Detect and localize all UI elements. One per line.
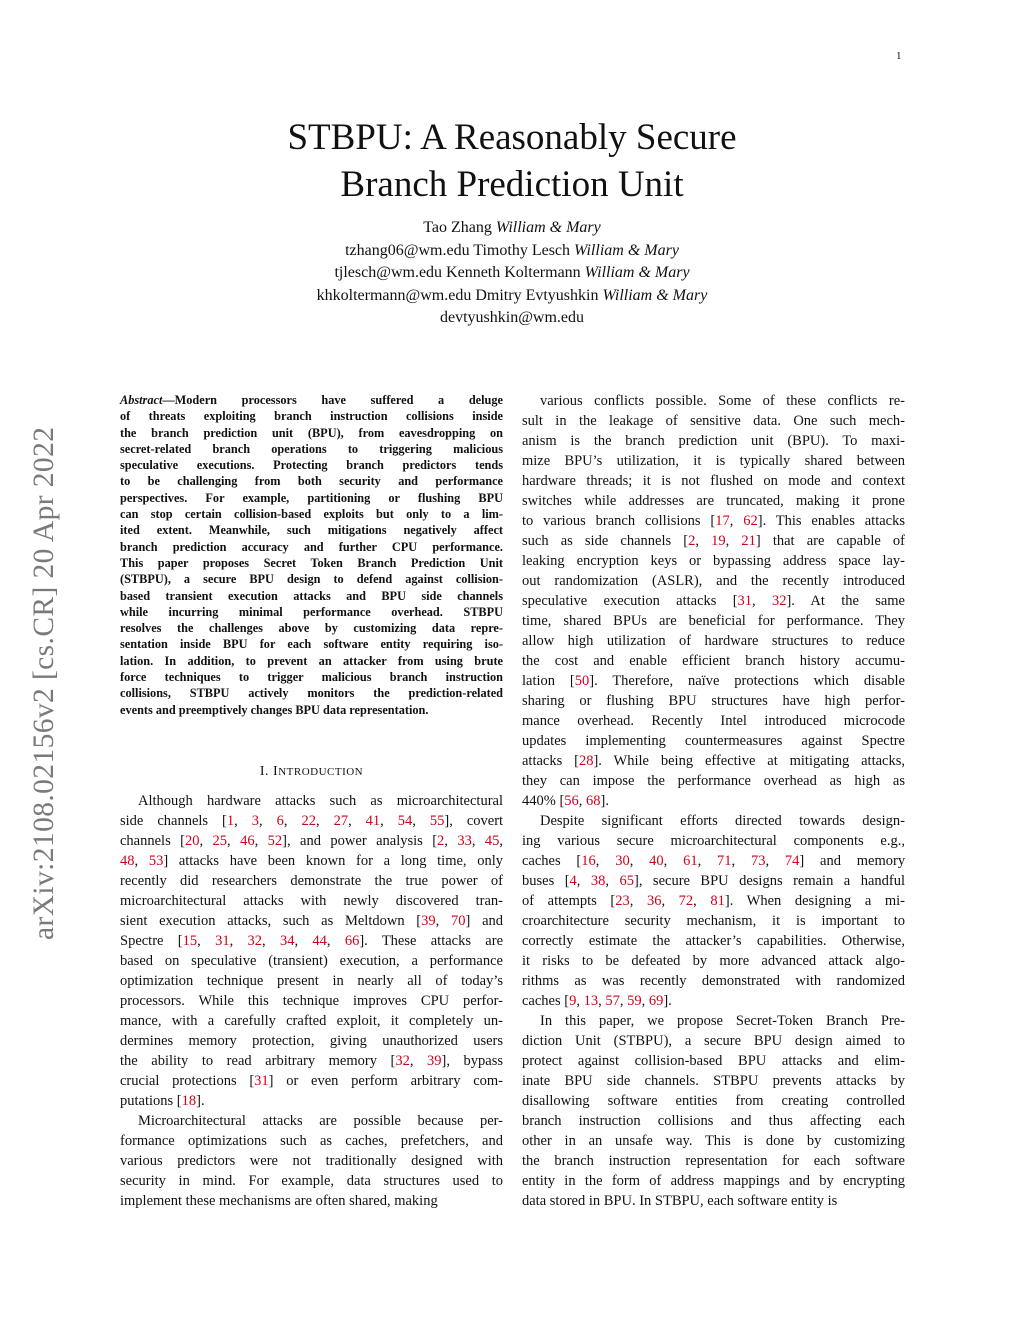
paper-title [0,114,1024,208]
citation-link[interactable]: 6 [276,813,284,829]
citation-link[interactable]: 40 [649,853,664,869]
text-line [120,1171,503,1191]
text-run: recently did researchers demonstrate the true power of [120,873,503,889]
citation-link[interactable]: 45 [484,833,500,849]
text-run: ] and [465,913,503,929]
text-run: out randomization (ASLR), and the recently introduced [522,573,905,589]
text-run: time, shared BPUs are beneficial for performance. They [522,613,905,629]
text-run: ing various secure microarchitectural components e.g., [522,833,905,849]
citation-link[interactable]: 2 [437,833,445,849]
text-run: data stored in BPU. In STBPU, each software entity is [522,1193,838,1209]
citation-link[interactable]: 68 [586,793,601,809]
text-run: , [693,893,711,909]
text-run: sult in the leakage of sensitive data. One such mech- [522,413,905,429]
text-run: ]. [663,993,672,1009]
citation-link[interactable]: 69 [648,993,664,1009]
text-run: , [499,833,504,849]
abstract-line [120,392,503,408]
intro-paragraph-2 [120,1111,503,1211]
text-run: , [471,833,485,849]
author-line-3 [0,262,1024,285]
text-run: hardware threads; it is not flushed on mode and context [522,473,905,489]
citation-link[interactable]: 39 [421,913,436,929]
text-line [522,571,905,591]
text-line [522,811,905,831]
text-line [522,1191,905,1211]
abstract-line: ited extent. Meanwhile, such mitigations negatively affect [120,523,503,538]
text-line [120,931,503,951]
citation-link[interactable]: 23 [615,893,630,909]
citation-link[interactable]: 17 [715,513,730,529]
text-run: , [348,813,366,829]
title-line-2: Branch Prediction Unit [340,164,684,205]
text-run: microarchitectural attacks with newly discovered tran- [120,893,503,909]
text-line [522,451,905,471]
citation-link[interactable]: 19 [711,533,726,549]
text-run: ], and power analysis [ [282,833,438,849]
text-run: they can impose the performance overhead as high as [522,773,905,789]
text-line [120,1151,503,1171]
text-line [522,931,905,951]
text-run: , [234,813,252,829]
text-run: rithms as was recently demonstrated with randomized [522,973,905,989]
text-run: ] or even perform arbitrary com- [268,1073,504,1089]
citation-link[interactable]: 32 [247,933,262,949]
citation-link[interactable]: 16 [581,853,596,869]
citation-link[interactable]: 71 [717,853,732,869]
abstract-line: the branch prediction unit (BPU), from eavesdropping on [120,425,503,440]
section-heading-introduction [120,764,503,780]
text-run: the cost and enable efficient branch history accumu- [522,653,905,669]
right-paragraph-2 [522,811,905,1011]
text-line [522,431,905,451]
text-line [120,891,503,911]
text-run: ]. These attacks are [359,933,504,949]
section-title-initial: I [273,764,279,779]
text-run: putations [ [120,1093,182,1109]
text-run: entity in the form of address mappings and by encrypting [522,1173,905,1189]
text-line [522,1031,905,1051]
citation-link[interactable]: 44 [312,933,327,949]
text-run: , [326,933,345,949]
text-run: caches [ [522,993,570,1009]
text-line [522,971,905,991]
text-run: , [725,533,742,549]
citation-link[interactable]: 13 [583,993,599,1009]
author-line-5 [0,307,1024,330]
citation-link[interactable]: 52 [267,833,283,849]
citation-link[interactable]: 74 [784,853,800,869]
citation-link[interactable]: 50 [574,673,590,689]
author-email-and-name: tzhang06@wm.edu Timothy Lesch [345,241,575,259]
text-run: , [227,833,241,849]
text-run: , [598,993,606,1009]
text-run: crucial protections [ [120,1073,255,1089]
text-run: , [629,853,650,869]
text-line [522,491,905,511]
text-line [120,1131,503,1151]
intro-paragraph-1 [120,791,503,1111]
citation-link[interactable]: 70 [451,913,466,929]
citation-link[interactable]: 39 [427,1053,442,1069]
abstract-line: This paper proposes Secret Token Branch Prediction Unit [120,555,503,570]
citation-link[interactable]: 28 [578,753,594,769]
citation-link[interactable]: 9 [569,993,577,1009]
text-line [120,791,503,811]
text-line [120,1071,503,1091]
citation-link[interactable]: 32 [395,1053,410,1069]
citation-link[interactable]: 31 [254,1073,269,1089]
text-run: ]. When designing a mi- [724,893,905,909]
text-run: , [731,853,751,869]
text-run: correctly estimate the attacker’s capabilities. Otherwise, [522,933,905,949]
text-run: anism is the branch prediction unit (BPU). To maxi- [522,433,905,449]
text-run: , [729,513,744,529]
text-run: security in mind. For example, data structures used to [120,1173,503,1189]
citation-link[interactable]: 61 [683,853,698,869]
author-affiliation: William & Mary [495,219,601,236]
text-line [120,1011,503,1031]
text-run: buses [ [522,873,570,889]
text-line [522,411,905,431]
citation-link[interactable]: 21 [741,533,756,549]
abstract [120,392,503,718]
abstract-line: force techniques to trigger malicious branch instruction [120,670,503,685]
text-run: branch instruction collisions and thus affecting each [522,1113,905,1129]
text-line [120,811,503,831]
text-line [522,391,905,411]
text-line [120,1031,503,1051]
text-run: other in an unsafe way. This is done by customizing [522,1133,905,1149]
text-run: ], covert [444,813,504,829]
text-run: dermines memory protection, giving unauthorized users [120,1033,503,1049]
text-run: ]. This enables attacks [757,513,905,529]
text-run: sient execution attacks, such as Meltdown [ [120,913,422,929]
citation-link[interactable]: 36 [646,893,662,909]
citation-link[interactable]: 31 [215,933,230,949]
text-run: leaking encryption keys or bypassing address space lay- [522,553,905,569]
abstract-line: sentation inside BPU for each software entity requiring iso- [120,637,503,652]
text-line [120,911,503,931]
text-line [120,991,503,1011]
text-line [120,851,503,871]
text-line [120,951,503,971]
text-run: ]. While being effective at mitigating attacks, [593,753,905,769]
text-run: , [199,833,213,849]
abstract-line: speculative executions. Protecting branch predictors tends [120,458,503,473]
text-run: it risks to be defeated by more advanced attack algo- [522,953,905,969]
text-line [522,1051,905,1071]
right-paragraph-1 [522,391,905,811]
citation-link[interactable]: 48 [120,853,135,869]
text-run: implement these mechanisms are often shared, making [120,1193,438,1209]
text-line [522,551,905,571]
text-line [522,871,905,891]
text-run: to various branch collisions [ [522,513,716,529]
text-run: , [258,813,277,829]
abstract-text: —Modern processors have suffered a deluge [162,393,503,407]
author-line-1 [0,217,1024,240]
text-run: ], secure BPU designs remain a handful [634,873,906,889]
text-run: allow high utilization of hardware structures to reduce [522,633,905,649]
arxiv-identifier-stamp[interactable]: arXiv:2108.02156v2 [cs.CR] 20 Apr 2022 [28,426,60,940]
text-line [522,611,905,631]
text-run: , [661,893,679,909]
text-line [522,651,905,671]
text-run: inate BPU side channels. STBPU prevents attacks by [522,1073,905,1089]
text-line [522,831,905,851]
page-number: 1 [896,50,902,62]
text-line [120,871,503,891]
citation-link[interactable]: 55 [429,813,445,829]
citation-link[interactable]: 31 [737,593,753,609]
text-run: caches [ [522,853,582,869]
text-line [522,511,905,531]
abstract-line: lation. In addition, to prevent an attacker from using brute [120,653,503,668]
author-email: devtyushkin@wm.edu [439,309,585,326]
citation-link[interactable]: 41 [365,813,381,829]
text-run: , [576,873,591,889]
text-run: processors. While this technique improves CPU perfor- [120,993,503,1009]
text-line [522,471,905,491]
text-run: , [605,873,620,889]
text-line [120,1051,503,1071]
author-name: Tao Zhang [423,219,496,236]
text-run: ]. [600,793,610,809]
text-run: 440% [ [522,793,565,809]
citation-link[interactable]: 18 [181,1093,197,1109]
text-run: ]. At the same [786,593,905,609]
text-run: , [444,833,458,849]
citation-link[interactable]: 66 [344,933,360,949]
citation-link[interactable]: 72 [678,893,694,909]
citation-link[interactable]: 33 [457,833,472,849]
text-line [522,891,905,911]
text-line [522,791,905,811]
text-run: diction Unit (STBPU), a secure BPU design aimed to [522,1033,905,1049]
text-line [522,691,905,711]
citation-link[interactable]: 62 [743,513,758,529]
text-line [522,1011,905,1031]
title-line-1: STBPU: A Reasonably Secure [287,117,737,158]
citation-link[interactable]: 30 [615,853,630,869]
text-line [522,771,905,791]
citation-link[interactable]: 27 [333,813,349,829]
text-line [120,1111,503,1131]
author-line-2 [0,240,1024,263]
author-email-and-name: khkoltermann@wm.edu Dmitry Evtyushkin [316,286,603,304]
text-line [522,911,905,931]
text-run: , [229,933,248,949]
text-line [522,1151,905,1171]
citation-link[interactable]: 59 [627,993,642,1009]
section-number: I. [259,764,274,779]
text-run: mance overhead. Recently Intel introduced microcode [522,713,905,729]
text-run: croarchitecture security mechanism, it is important to [522,913,905,929]
text-run: , [629,893,647,909]
author-affiliation: William & Mary [602,286,708,304]
text-run: , [262,933,280,949]
text-run: speculative execution attacks [ [522,593,738,609]
citation-link[interactable]: 54 [397,813,413,829]
author-line-4 [0,285,1024,308]
text-run: the ability to read arbitrary memory [ [120,1053,396,1069]
citation-link[interactable]: 32 [771,593,787,609]
text-line [120,1191,503,1211]
citation-link[interactable]: 3 [251,813,259,829]
section-title-rest: NTRODUCTION [278,766,364,778]
text-run: ] attacks have been known for a long time, only [163,853,503,869]
author-block [0,217,1024,330]
text-run: , [752,593,772,609]
citation-link[interactable]: 4 [569,873,577,889]
text-run: based on speculative (transient) execution, a performance [120,953,503,969]
text-line [120,831,503,851]
text-run: updates implementing countermeasures against Spectre [522,733,905,749]
text-run: , [765,853,785,869]
text-line [522,851,905,871]
text-run: , [595,853,616,869]
citation-link[interactable]: 25 [212,833,228,849]
text-run: , [380,813,398,829]
text-run: , [254,833,268,849]
text-line [522,1111,905,1131]
text-run: sharing or flushing BPU structures have high perfor- [522,693,905,709]
text-run: , [197,933,216,949]
citation-link[interactable]: 20 [184,833,200,849]
text-run: , [641,993,649,1009]
abstract-line: resolves the challenges above by customizing data repre- [120,621,503,636]
citation-link[interactable]: 22 [301,813,316,829]
text-run: , [576,993,584,1009]
text-run: In this paper, we propose Secret-Token Branch Pre- [540,1013,905,1029]
text-run: , [134,853,149,869]
text-run: ] and memory [799,853,906,869]
text-run: , [619,993,628,1009]
text-run: ], bypass [441,1053,503,1069]
citation-link[interactable]: 57 [605,993,620,1009]
text-run: the branch instruction representation for each software [522,1153,905,1169]
author-affiliation: William & Mary [574,241,679,259]
text-run: ]. [196,1093,205,1109]
text-run: , [578,793,587,809]
text-run: mance, with a carefully crafted exploit, it completely un- [120,1013,503,1029]
author-email-and-name: tjlesch@wm.edu Kenneth Koltermann [334,264,585,281]
text-run: ]. Therefore, naïve protections which disable [589,673,905,689]
text-run: Although hardware attacks such as microarchitectural [138,793,503,809]
text-run: Despite significant efforts directed towards design- [540,813,905,829]
text-run: attacks [ [522,753,579,769]
abstract-line: while incurring minimal performance overhead. STBPU [120,604,503,619]
text-line [522,751,905,771]
text-line [522,711,905,731]
text-run: protect against collision-based BPU attacks and elim- [522,1053,905,1069]
text-line [522,1131,905,1151]
text-run: such as side channels [ [522,533,689,549]
text-run: mize BPU’s utilization, it is typically shared between [522,453,905,469]
text-run: , [283,813,302,829]
text-line [522,951,905,971]
author-affiliation: William & Mary [584,264,690,281]
abstract-line: events and preemptively changes BPU data representation. [120,702,429,717]
text-line [522,671,905,691]
text-line [120,1091,503,1111]
citation-link[interactable]: 15 [182,933,198,949]
text-run: , [695,533,712,549]
text-run: disallowing software entities from creating controlled [522,1093,905,1109]
text-line [522,731,905,751]
abstract-line: (STBPU), a secure BPU design to defend against collision- [120,572,503,587]
text-run: , [663,853,684,869]
text-run: , [412,813,430,829]
text-run: Spectre [ [120,933,183,949]
text-run: various conflicts possible. Some of these conflicts re- [540,393,905,409]
text-run: , [697,853,718,869]
citation-link[interactable]: 1 [226,813,235,829]
text-run: switches while addresses are truncated, making it prone [522,493,905,509]
abstract-line: can stop certain collision-based exploits but only to a lim- [120,507,503,522]
abstract-line: of threats exploiting branch instruction collisions inside [120,409,503,424]
text-run: channels [ [120,833,185,849]
citation-link[interactable]: 2 [688,533,696,549]
abstract-line: secret-related branch operations to triggering malicious [120,441,503,456]
citation-link[interactable]: 34 [279,933,295,949]
text-line [522,991,905,1011]
text-run: lation [ [522,673,575,689]
text-line [522,1091,905,1111]
citation-link[interactable]: 65 [619,873,634,889]
text-run: various predictors were not traditionally designed with [120,1153,503,1169]
text-line [522,1071,905,1091]
citation-link[interactable]: 56 [564,793,579,809]
text-line [120,971,503,991]
abstract-line: collisions, STBPU actively monitors the prediction-related [120,686,503,701]
text-line [522,1171,905,1191]
text-run: , [409,1053,428,1069]
right-paragraph-3 [522,1011,905,1211]
text-line [522,631,905,651]
abstract-line: branch prediction accuracy and further CPU performance. [120,539,503,554]
abstract-label: Abstract [120,393,163,407]
text-line [522,531,905,551]
citation-link[interactable]: 53 [148,853,164,869]
text-run: optimization technique present in nearly all of today’s [120,973,503,989]
citation-link[interactable]: 73 [750,853,766,869]
citation-link[interactable]: 81 [710,893,725,909]
text-run: , [294,933,313,949]
citation-link[interactable]: 38 [590,873,606,889]
text-run: formance optimizations such as caches, prefetchers, and [120,1133,503,1149]
text-run: , [435,913,451,929]
abstract-line: based transient execution attacks and BPU side channels [120,588,503,603]
text-line [522,591,905,611]
text-run: , [315,813,334,829]
text-run: of attempts [ [522,893,616,909]
text-run: ] that are capable of [755,533,906,549]
abstract-line: perspectives. For example, partitioning or flushing BPU [120,490,503,505]
abstract-line: to be challenging from both security and performance [120,474,503,489]
text-run: side channels [ [120,813,227,829]
text-run: Microarchitectural attacks are possible because per- [138,1113,503,1129]
citation-link[interactable]: 46 [240,833,255,849]
